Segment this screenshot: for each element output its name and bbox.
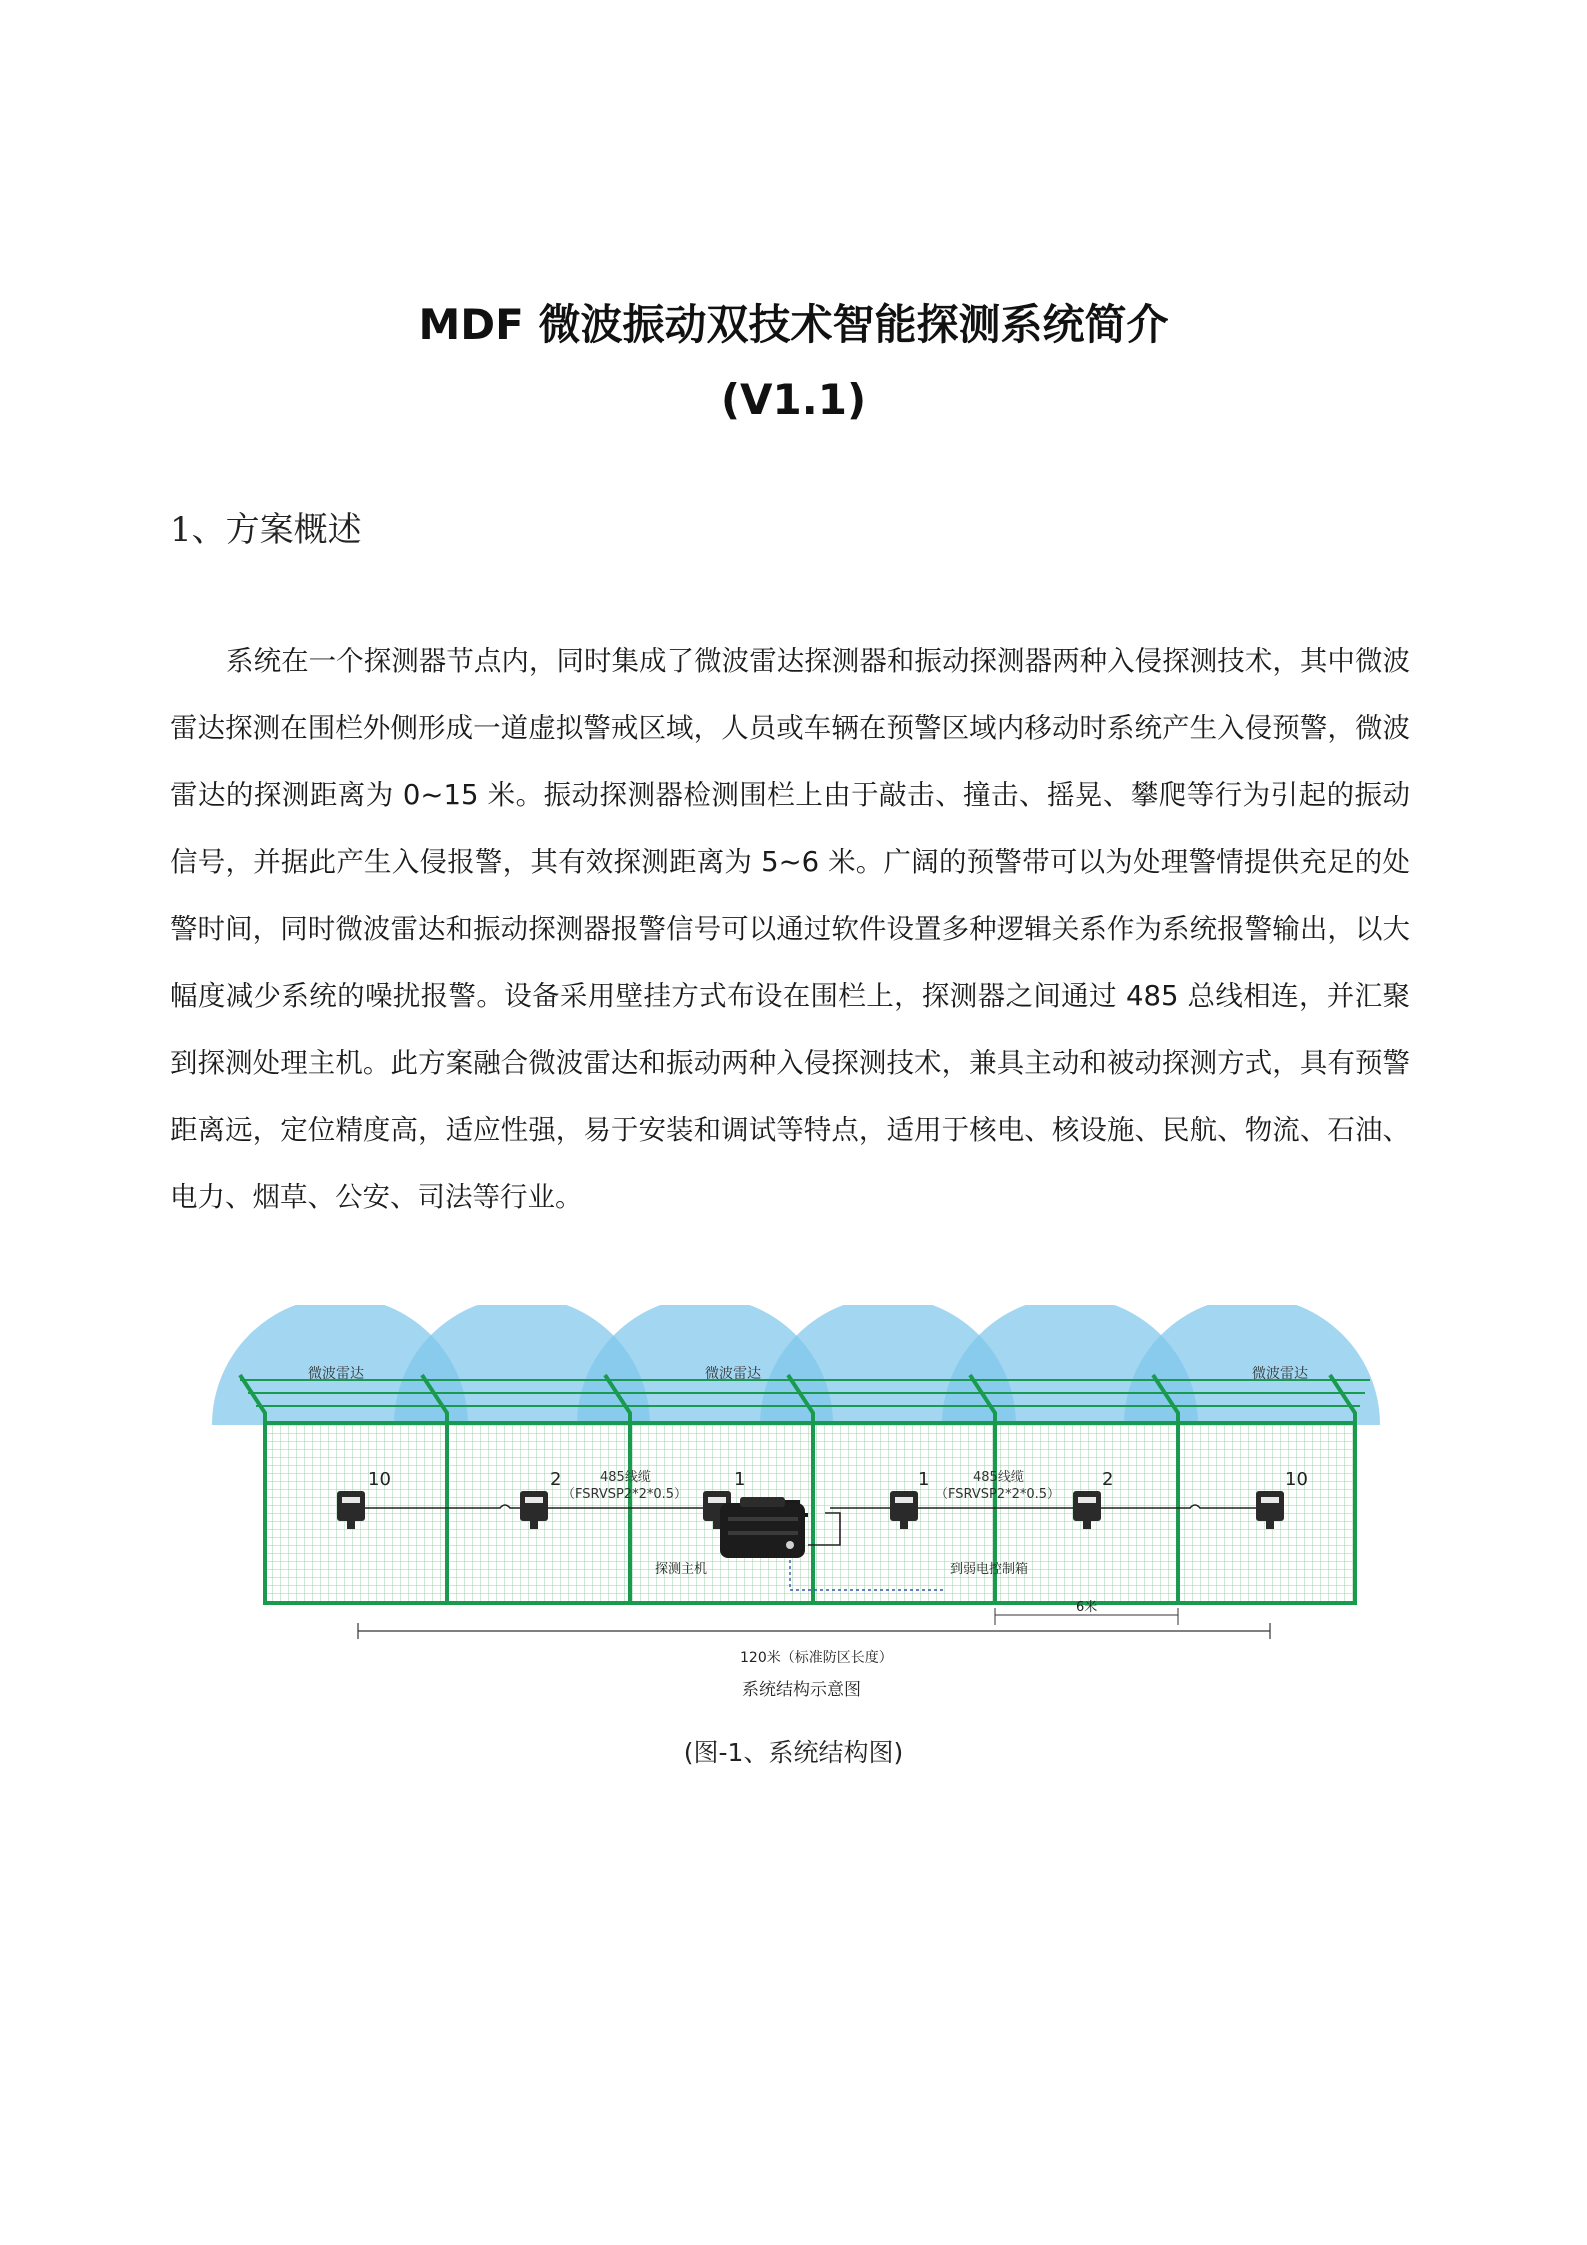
document-version: (V1.1) <box>720 375 867 424</box>
detector-number: 10 <box>368 1469 391 1490</box>
overview-paragraph <box>170 628 1410 1231</box>
diagram-title: 系统结构示意图 <box>742 1680 861 1700</box>
host-label: 探测主机 <box>655 1562 708 1577</box>
section-heading: 1、方案概述 <box>170 510 362 550</box>
detector-number: 1 <box>734 1469 746 1490</box>
figure-caption: (图-1、系统结构图) <box>683 1738 904 1767</box>
processing-host <box>720 1497 808 1558</box>
document-title: MDF 微波振动双技术智能探测系统简介 <box>418 300 1169 349</box>
overview-paragraph-text: 系统在一个探测器节点内，同时集成了微波雷达探测器和振动探测器两种入侵探测技术，其中微波雷达探测在围栏外侧形成一道虚拟警戒区域，人员或车辆在预警区域内移动时系统产生入侵预警，微波雷达的探测距离为 0~15 米。振动探测器检测围栏上由于敲击、撞击、摇晃、攀爬等行为引起的振动信号，并据此产生入侵报警，其有效探测距离为 5~6 米。广阔的预警带可以为处理警情提供充足的处警时间，同时微波雷达和振动探测器报警信号可以通过软件设置多种逻辑关系作为系统报警输出，以大幅度减少系统的噪扰报警。设备采用壁挂方式布设在围栏上，探测器之间通过 485 总线相连，并汇聚到探测处理主机。此方案融合微波雷达和振动两种入侵探测技术，兼具主动和被动探测方式，具有预警距离远，定位精度高，适应性强，易于安装和调试等特点，适用于核电、核设施、民航、物流、石油、电力、烟草、公安、司法等行业。 <box>170 645 1410 1213</box>
radar-label: 微波雷达 <box>308 1366 364 1382</box>
cabinet-label: 到弱电控制箱 <box>950 1562 1029 1577</box>
zone-length-dimension <box>358 1623 1270 1639</box>
system-structure-diagram <box>200 1305 1410 1715</box>
detector-number: 1 <box>918 1469 930 1490</box>
cable-spec-label: （FSRVSP2*2*0.5） <box>935 1487 1061 1502</box>
fence-mesh <box>265 1423 1355 1603</box>
spacing-label: 6米 <box>1076 1600 1098 1615</box>
detector-number: 2 <box>550 1469 562 1490</box>
radar-label: 微波雷达 <box>1252 1366 1308 1382</box>
radar-label: 微波雷达 <box>705 1366 761 1382</box>
cable-spec-label: （FSRVSP2*2*0.5） <box>562 1487 688 1502</box>
cable-label: 485线缆 <box>973 1470 1024 1485</box>
detector-number: 10 <box>1285 1469 1308 1490</box>
detector-number: 2 <box>1102 1469 1114 1490</box>
cable-label: 485线缆 <box>600 1470 651 1485</box>
zone-length-label: 120米（标准防区长度） <box>740 1650 893 1666</box>
